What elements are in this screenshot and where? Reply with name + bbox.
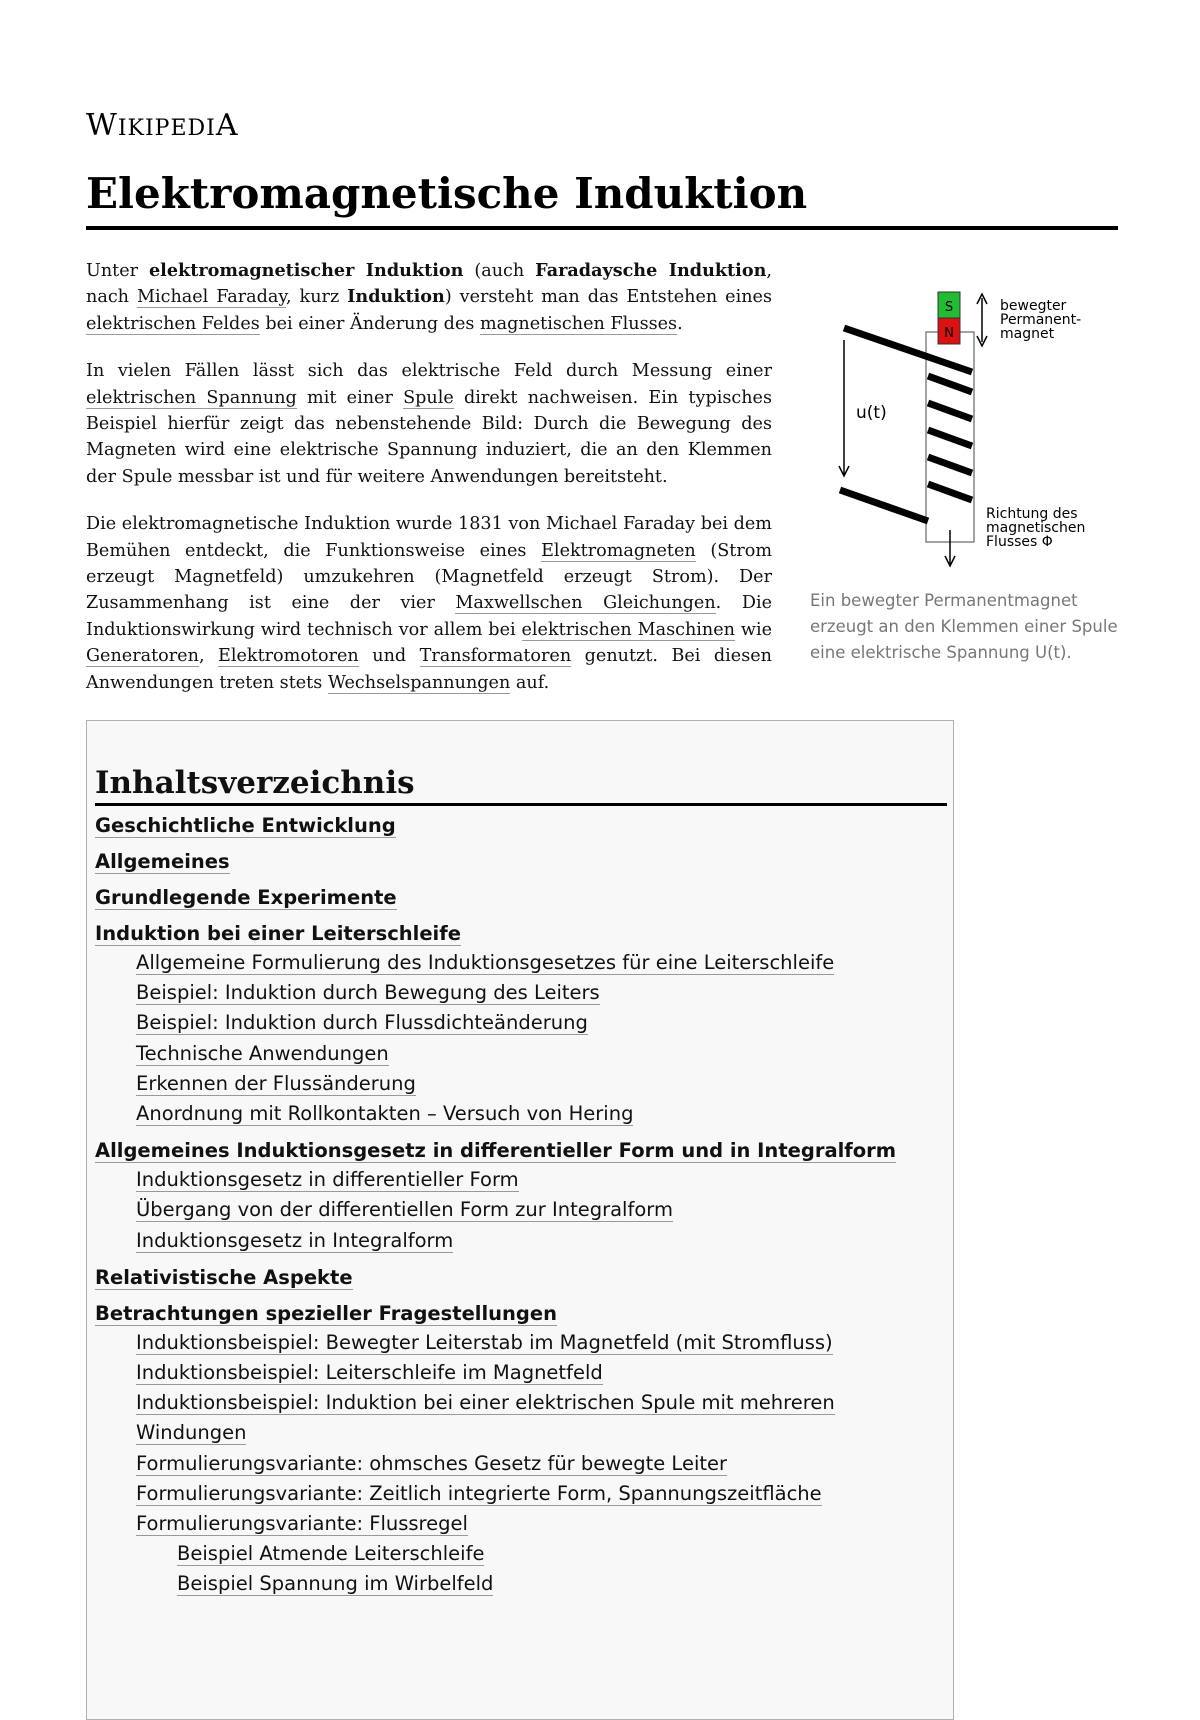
toc-link[interactable]: Formulierungsvariante: Zeitlich integrierte Form, Spannungszeitfläche [136,1481,822,1505]
text: , [198,646,219,667]
intro-paragraph-3 [86,511,772,696]
toc-item [95,1358,947,1388]
label-voltage: u(t) [856,403,887,423]
text: ) versteht man das Entstehen eines [444,287,772,308]
toc-item [95,812,947,840]
toc-item [95,1539,947,1569]
label-moving-magnet-1: bewegter [1000,298,1067,314]
toc-item [95,884,947,912]
text: mit einer [296,387,404,408]
toc-link[interactable]: Beispiel: Induktion durch Flussdichteänderung [136,1011,588,1035]
toc-link[interactable]: Allgemeines [95,850,230,873]
text: Unter [86,261,149,281]
link-magnetischer-fluss[interactable]: magnetischen Flusses [479,313,678,334]
toc-link[interactable]: Formulierungsvariante: ohmsches Gesetz für bewegte Leiter [136,1451,728,1475]
toc-link[interactable]: Beispiel Spannung im Wirbelfeld [177,1572,494,1596]
toc-link[interactable]: Allgemeine Formulierung des Induktionsgesetzes für eine Leiterschleife [136,951,835,974]
link-transformatoren[interactable]: Transformatoren [419,646,572,667]
toc-item [95,1509,947,1539]
link-generatoren[interactable]: Generatoren [86,646,199,667]
toc-link[interactable]: Induktionsgesetz in differentieller Form [136,1168,519,1192]
link-elektrische-spannung[interactable]: elektrischen Spannung [86,387,297,408]
link-elektromagnet[interactable]: Elektromagneten [541,540,696,561]
toc-link[interactable]: Beispiel: Induktion durch Bewegung des Leiters [136,981,600,1005]
text: In vielen Fällen lässt sich das elektrische Feld durch Messung einer [86,361,772,382]
text: bei einer Änderung des [259,313,480,334]
link-maxwellsche-gleichungen[interactable]: Maxwellschen Gleichungen [455,593,716,614]
table-of-contents [86,720,954,1720]
toc-link[interactable]: Relativistische Aspekte [95,1265,353,1289]
text: (auch [463,261,536,281]
toc-item [95,1479,947,1509]
toc-link[interactable]: Induktion bei einer Leiterschleife [95,922,461,945]
toc-link[interactable]: Anordnung mit Rollkontakten – Versuch von Hering [136,1102,634,1126]
link-michael-faraday[interactable]: Michael Faraday [136,287,287,308]
toc-title: Inhaltsverzeichnis [95,763,947,806]
link-elektrische-maschinen[interactable]: elektrischen Maschinen [521,619,736,640]
toc-item [95,1165,947,1195]
toc-link[interactable]: Geschichtliche Entwicklung [95,814,396,837]
link-elektrisches-feld[interactable]: elektrischen Feldes [86,313,260,334]
figure-caption: Ein bewegter Permanentmagnet erzeugt an den Klemmen einer Spule eine elektrische Spannung U(t). [810,591,1118,662]
label-flux-2: magnetischen [986,520,1086,536]
toc-item [95,1008,947,1038]
toc-item [95,1264,947,1292]
toc-item [95,1328,947,1358]
toc-item [95,948,947,978]
toc-link[interactable]: Formulierungsvariante: Flussregel [136,1512,468,1536]
toc-link[interactable]: Induktionsgesetz in Integralform [136,1228,454,1252]
toc-link[interactable]: Beispiel Atmende Leiterschleife [177,1542,485,1566]
toc-item [95,1300,947,1328]
toc-item [95,1226,947,1256]
toc-link[interactable]: Induktionsbeispiel: Leiterschleife im Magnetfeld [136,1361,603,1385]
toc-item [95,1195,947,1225]
toc-item [95,978,947,1008]
toc-link[interactable]: Technische Anwendungen [136,1041,389,1065]
toc-link[interactable]: Grundlegende Experimente [95,886,397,909]
link-spule[interactable]: Spule [403,387,454,408]
article-intro [86,258,772,717]
toc-list [95,812,947,1600]
toc-item [95,1099,947,1129]
label-flux-3: Flusses Φ [986,534,1053,550]
label-flux-1: Richtung des [986,506,1078,522]
toc-item [95,1039,947,1069]
text: genutzt. Bei diesen Anwendungen treten stets [86,646,772,693]
text: auf. [510,672,550,693]
magnet-north-label: N [944,326,954,341]
toc-link[interactable]: Erkennen der Flussänderung [136,1071,416,1095]
toc-item [95,1137,947,1165]
bold-term: Faradaysche Induktion [535,260,767,281]
text: wie [735,619,773,640]
toc-link[interactable]: Induktionsbeispiel: Bewegter Leiterstab im Magnetfeld (mit Stromfluss) [136,1330,833,1354]
bold-term: Induktion [347,286,445,308]
text: (Strom erzeugt Magnetfeld) umzukehren (Magnetfeld erzeugt Strom). Der Zusammenhang ist eine der vier [86,540,773,614]
text: . Die Induktionswirkung wird technisch vor allem bei [86,593,772,640]
logo-letters-middle: IKIPEDI [117,116,216,141]
magnet-south-label: S [944,300,954,315]
toc-item [95,1449,947,1479]
label-moving-magnet-3: magnet [1000,326,1055,342]
logo-letter-first: W [86,108,118,143]
wikipedia-logo[interactable] [86,108,239,143]
text: Die elektromagnetische Induktion wurde 1831 von Michael Faraday bei dem Bemühen entdeckt, die Funktionsweise eines [86,514,772,561]
induction-figure [810,268,1118,666]
toc-link[interactable]: Übergang von der differentiellen Form zur Integralform [136,1198,673,1222]
toc-item [95,848,947,876]
text: , nach [86,261,772,308]
link-elektromotoren[interactable]: Elektromotoren [218,646,359,667]
bold-term: elektromagnetischer Induktion [148,260,464,281]
toc-item [95,1569,947,1599]
text: und [358,646,420,667]
logo-letter-last: A [215,108,239,143]
page-title: Elektromagnetische Induktion [86,168,1118,230]
lead-wire-bottom [840,490,928,521]
toc-item [95,1069,947,1099]
text: direkt nachweisen. Ein typisches Beispiel hierfür zeigt das nebenstehende Bild: Durch die Bewegung des Magneten wird eine elektrische Spannung induziert, die an den Klemmen der Spule messbar ist und für weitere Anwendungen bereitsteht. [86,387,772,487]
toc-link[interactable]: Allgemeines Induktionsgesetz in differentieller Form und in Integralform [95,1139,897,1163]
toc-link[interactable]: Induktionsbeispiel: Induktion bei einer elektrischen Spule mit mehreren Windungen [136,1391,835,1445]
toc-item [95,1388,947,1448]
text: , kurz [286,287,348,308]
text: . [677,313,683,334]
link-wechselspannungen[interactable]: Wechselspannungen [327,672,511,693]
induction-diagram[interactable] [810,268,1118,568]
label-moving-magnet-2: Permanent- [1000,312,1082,328]
intro-paragraph-2 [86,358,772,490]
toc-item [95,920,947,948]
toc-link[interactable]: Betrachtungen spezieller Fragestellungen [95,1301,558,1325]
coil-windings [928,376,972,500]
intro-paragraph-1 [86,258,772,337]
